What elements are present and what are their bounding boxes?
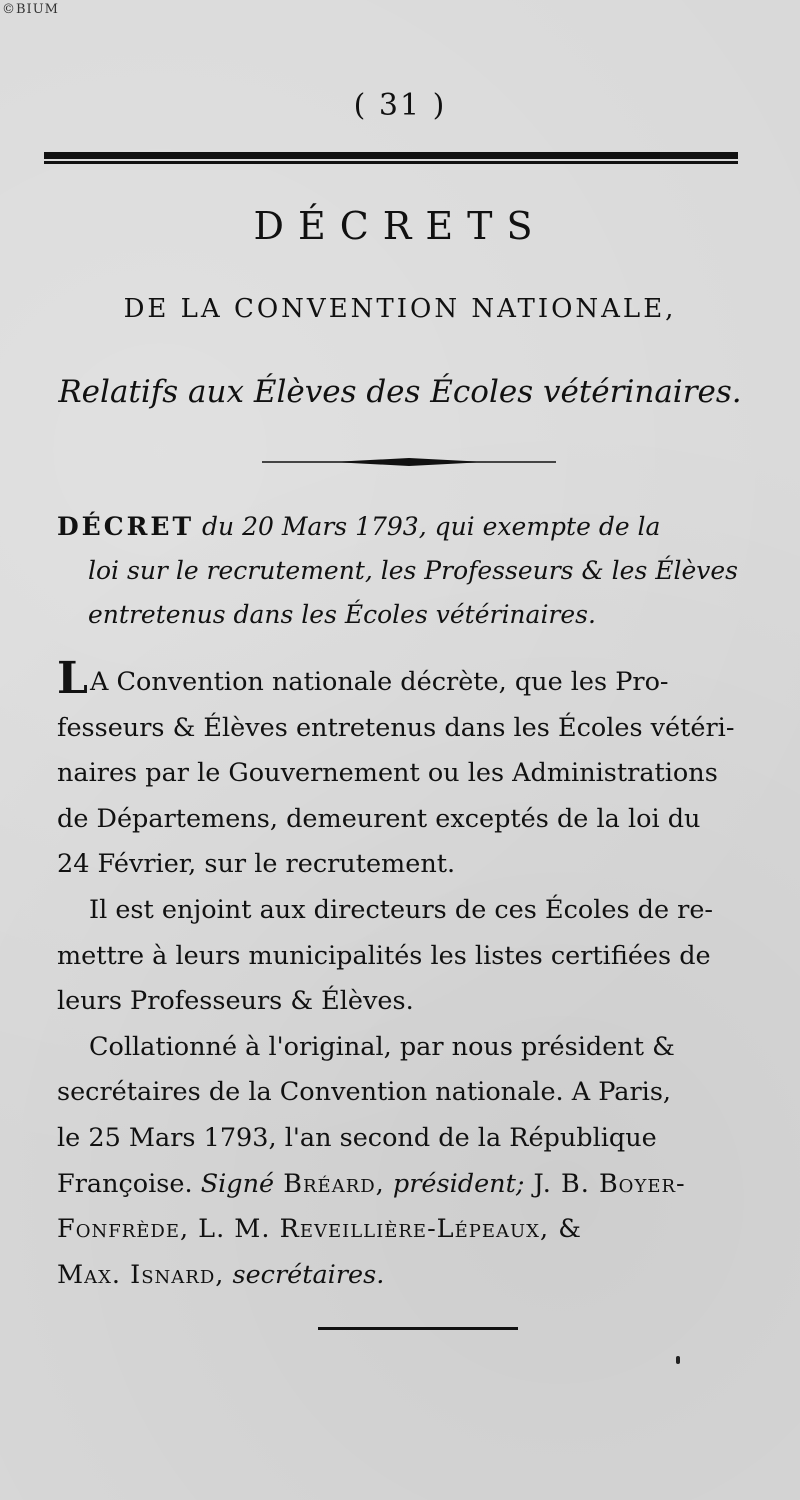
ink-mark	[676, 1356, 680, 1364]
signature-line-final: Max. Isnard, secrétaires.	[57, 1259, 385, 1290]
ornamental-rule	[262, 457, 556, 467]
body-line: 24 Février, sur le recrutement.	[57, 849, 456, 880]
body-line: le 25 Mars 1793, l'an second de la République	[57, 1122, 657, 1153]
body-line: secrétaires de la Convention nationale. A Paris,	[57, 1077, 672, 1108]
president-name: Bréard,	[274, 1168, 385, 1199]
double-rule-top	[44, 151, 738, 167]
decree-heading-line-2: loi sur le recrutement, les Professeurs & les Élèves	[88, 556, 739, 585]
body-line: naires par le Gouvernement ou les Administrations	[57, 758, 718, 789]
body-line: de Départemens, demeurent exceptés de la loi du	[57, 803, 701, 834]
drop-cap: L	[57, 653, 88, 704]
thin-rule	[44, 161, 738, 164]
decree-body	[57, 653, 757, 1298]
secretaries-line: Fonfrède, L. M. Reveillière-Lépeaux, &	[57, 1214, 582, 1245]
decree-heading	[57, 505, 757, 637]
body-line: fesseurs & Élèves entretenus dans les Écoles vétéri-	[57, 712, 735, 743]
closing-rule	[318, 1327, 518, 1330]
body-line: Collationné à l'original, par nous président &	[89, 1031, 675, 1062]
library-watermark: ©BIUM	[2, 2, 59, 17]
body-line: Il est enjoint aux directeurs de ces Écoles de re-	[89, 894, 714, 925]
body-line: mettre à leurs municipalités les listes certifiées de	[57, 940, 711, 971]
decree-label: DÉCRET	[57, 512, 195, 541]
signature-line: Françoise. Signé Bréard, président; J. B. Boyer-	[57, 1168, 686, 1199]
body-line: LA Convention nationale décrète, que les Pro-	[57, 653, 669, 704]
page-subject: Relatifs aux Élèves des Écoles vétérinaires.	[58, 374, 742, 410]
body-line: leurs Professeurs & Élèves.	[57, 986, 414, 1017]
page-subtitle: DE LA CONVENTION NATIONALE,	[123, 294, 677, 324]
thick-rule	[44, 152, 738, 159]
decree-heading-line-3: entretenus dans les Écoles vétérinaires.	[88, 600, 596, 629]
page-title: DÉCRETS	[253, 204, 547, 248]
page-number: ( 31 )	[353, 88, 447, 123]
decree-heading-line-1: DÉCRET du 20 Mars 1793, qui exempte de la	[57, 512, 661, 541]
